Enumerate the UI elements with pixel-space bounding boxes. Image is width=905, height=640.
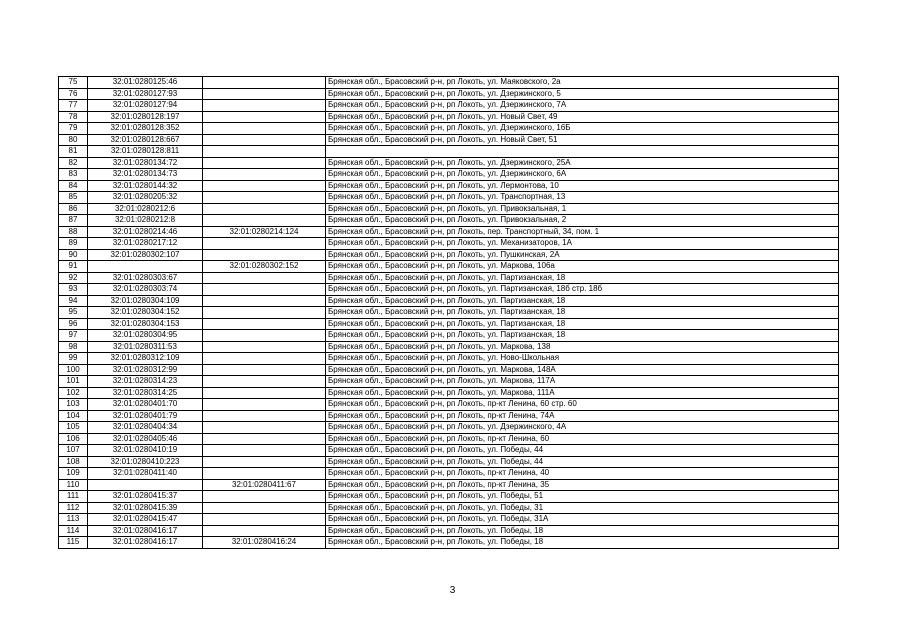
table-row bbox=[59, 433, 839, 445]
address-cell: Брянская обл., Брасовский р-н, рп Локоть, ул. Дзержинского, 16Б bbox=[326, 123, 839, 135]
row-number-cell: 112 bbox=[59, 502, 88, 514]
related-cadastral-number-cell bbox=[203, 100, 326, 112]
related-cadastral-number-cell bbox=[203, 146, 326, 158]
related-cadastral-number-cell bbox=[203, 445, 326, 457]
row-number-cell: 106 bbox=[59, 433, 88, 445]
table-row bbox=[59, 525, 839, 537]
cadastral-number-cell: 32:01:0280127:94 bbox=[88, 100, 203, 112]
table-row bbox=[59, 123, 839, 135]
related-cadastral-number-cell bbox=[203, 514, 326, 526]
address-cell: Брянская обл., Брасовский р-н, рп Локоть, пр-кт Ленина, 74А bbox=[326, 410, 839, 422]
related-cadastral-number-cell: 32:01:0280411:67 bbox=[203, 479, 326, 491]
table-row bbox=[59, 77, 839, 89]
address-cell: Брянская обл., Брасовский р-н, рп Локоть, ул. Дзержинского, 7А bbox=[326, 100, 839, 112]
cadastral-number-cell: 32:01:0280217:12 bbox=[88, 238, 203, 250]
cadastral-number-cell: 32:01:0280205:32 bbox=[88, 192, 203, 204]
cadastral-number-cell: 32:01:0280314:23 bbox=[88, 376, 203, 388]
related-cadastral-number-cell bbox=[203, 318, 326, 330]
cadastral-number-cell: 32:01:0280304:153 bbox=[88, 318, 203, 330]
related-cadastral-number-cell bbox=[203, 203, 326, 215]
cadastral-number-cell: 32:01:0280128:667 bbox=[88, 134, 203, 146]
related-cadastral-number-cell bbox=[203, 284, 326, 296]
cadastral-number-cell: 32:01:0280314:25 bbox=[88, 387, 203, 399]
cadastral-number-cell: 32:01:0280302:107 bbox=[88, 249, 203, 261]
table-row bbox=[59, 203, 839, 215]
table-row bbox=[59, 146, 839, 158]
cadastral-number-cell: 32:01:0280401:70 bbox=[88, 399, 203, 411]
table-row bbox=[59, 468, 839, 480]
page-number: 3 bbox=[449, 585, 456, 596]
table-row bbox=[59, 157, 839, 169]
cadastral-number-cell: 32:01:0280311:53 bbox=[88, 341, 203, 353]
table-row bbox=[59, 364, 839, 376]
address-cell: Брянская обл., Брасовский р-н, рп Локоть, ул. Пушкинская, 2А bbox=[326, 249, 839, 261]
related-cadastral-number-cell bbox=[203, 353, 326, 365]
address-cell: Брянская обл., Брасовский р-н, рп Локоть, ул. Партизанская, 18 bbox=[326, 307, 839, 319]
table-row bbox=[59, 88, 839, 100]
cadastral-number-cell: 32:01:0280415:39 bbox=[88, 502, 203, 514]
related-cadastral-number-cell bbox=[203, 364, 326, 376]
cadastral-number-cell: 32:01:0280312:109 bbox=[88, 353, 203, 365]
address-cell: Брянская обл., Брасовский р-н, рп Локоть, ул. Механизаторов, 1А bbox=[326, 238, 839, 250]
related-cadastral-number-cell bbox=[203, 341, 326, 353]
table-row bbox=[59, 111, 839, 123]
cadastral-number-cell: 32:01:0280128:811 bbox=[88, 146, 203, 158]
cadastral-number-cell: 32:01:0280401:79 bbox=[88, 410, 203, 422]
row-number-cell: 78 bbox=[59, 111, 88, 123]
row-number-cell: 115 bbox=[59, 537, 88, 549]
table-row bbox=[59, 272, 839, 284]
row-number-cell: 94 bbox=[59, 295, 88, 307]
table-row bbox=[59, 502, 839, 514]
address-cell: Брянская обл., Брасовский р-н, рп Локоть, ул. Дзержинского, 6А bbox=[326, 169, 839, 181]
table-row bbox=[59, 479, 839, 491]
table-row bbox=[59, 387, 839, 399]
address-cell: Брянская обл., Брасовский р-н, рп Локоть, ул. Дзержинского, 4А bbox=[326, 422, 839, 434]
cadastral-number-cell: 32:01:0280410:223 bbox=[88, 456, 203, 468]
row-number-cell: 95 bbox=[59, 307, 88, 319]
row-number-cell: 101 bbox=[59, 376, 88, 388]
row-number-cell: 86 bbox=[59, 203, 88, 215]
table-row bbox=[59, 226, 839, 238]
cadastral-number-cell: 32:01:0280405:46 bbox=[88, 433, 203, 445]
related-cadastral-number-cell bbox=[203, 491, 326, 503]
table-row bbox=[59, 376, 839, 388]
cadastral-number-cell: 32:01:0280415:47 bbox=[88, 514, 203, 526]
row-number-cell: 92 bbox=[59, 272, 88, 284]
row-number-cell: 104 bbox=[59, 410, 88, 422]
row-number-cell: 111 bbox=[59, 491, 88, 503]
row-number-cell: 77 bbox=[59, 100, 88, 112]
cadastral-number-cell: 32:01:0280127:93 bbox=[88, 88, 203, 100]
table-row bbox=[59, 330, 839, 342]
row-number-cell: 105 bbox=[59, 422, 88, 434]
cadastral-number-cell: 32:01:0280312:99 bbox=[88, 364, 203, 376]
address-cell: Брянская обл., Брасовский р-н, рп Локоть, ул. Дзержинского, 5 bbox=[326, 88, 839, 100]
related-cadastral-number-cell bbox=[203, 77, 326, 89]
cadastral-number-cell: 32:01:0280134:73 bbox=[88, 169, 203, 181]
row-number-cell: 113 bbox=[59, 514, 88, 526]
address-cell: Брянская обл., Брасовский р-н, рп Локоть, ул. Победы, 18 bbox=[326, 525, 839, 537]
row-number-cell: 93 bbox=[59, 284, 88, 296]
table-row bbox=[59, 399, 839, 411]
property-table bbox=[58, 76, 839, 549]
row-number-cell: 76 bbox=[59, 88, 88, 100]
cadastral-number-cell bbox=[88, 261, 203, 273]
row-number-cell: 102 bbox=[59, 387, 88, 399]
property-table-body bbox=[59, 77, 839, 549]
related-cadastral-number-cell bbox=[203, 433, 326, 445]
address-cell: Брянская обл., Брасовский р-н, рп Локоть, ул. Привокзальная, 2 bbox=[326, 215, 839, 227]
cadastral-number-cell: 32:01:0280304:152 bbox=[88, 307, 203, 319]
table-row bbox=[59, 422, 839, 434]
table-row bbox=[59, 249, 839, 261]
cadastral-number-cell: 32:01:0280128:197 bbox=[88, 111, 203, 123]
address-cell: Брянская обл., Брасовский р-н, рп Локоть, пр-кт Ленина, 60 bbox=[326, 433, 839, 445]
cadastral-number-cell: 32:01:0280411:40 bbox=[88, 468, 203, 480]
address-cell: Брянская обл., Брасовский р-н, рп Локоть, ул. Победы, 18 bbox=[326, 537, 839, 549]
table-row bbox=[59, 169, 839, 181]
cadastral-number-cell: 32:01:0280212:6 bbox=[88, 203, 203, 215]
cadastral-number-cell: 32:01:0280416:17 bbox=[88, 537, 203, 549]
address-cell: Брянская обл., Брасовский р-н, рп Локоть, ул. Победы, 31А bbox=[326, 514, 839, 526]
related-cadastral-number-cell bbox=[203, 525, 326, 537]
cadastral-number-cell: 32:01:0280212:8 bbox=[88, 215, 203, 227]
related-cadastral-number-cell bbox=[203, 410, 326, 422]
row-number-cell: 110 bbox=[59, 479, 88, 491]
address-cell: Брянская обл., Брасовский р-н, рп Локоть, ул. Транспортная, 13 bbox=[326, 192, 839, 204]
related-cadastral-number-cell bbox=[203, 169, 326, 181]
address-cell: Брянская обл., Брасовский р-н, рп Локоть, ул. Победы, 44 bbox=[326, 456, 839, 468]
address-cell: Брянская обл., Брасовский р-н, рп Локоть, ул. Маркова, 117А bbox=[326, 376, 839, 388]
related-cadastral-number-cell bbox=[203, 249, 326, 261]
row-number-cell: 107 bbox=[59, 445, 88, 457]
row-number-cell: 89 bbox=[59, 238, 88, 250]
row-number-cell: 75 bbox=[59, 77, 88, 89]
address-cell: Брянская обл., Брасовский р-н, рп Локоть, ул. Победы, 44 bbox=[326, 445, 839, 457]
row-number-cell: 79 bbox=[59, 123, 88, 135]
row-number-cell: 85 bbox=[59, 192, 88, 204]
address-cell: Брянская обл., Брасовский р-н, рп Локоть, ул. Маркова, 111А bbox=[326, 387, 839, 399]
cadastral-number-cell: 32:01:0280144:32 bbox=[88, 180, 203, 192]
address-cell: Брянская обл., Брасовский р-н, рп Локоть, ул. Победы, 51 bbox=[326, 491, 839, 503]
related-cadastral-number-cell bbox=[203, 215, 326, 227]
address-cell: Брянская обл., Брасовский р-н, рп Локоть, ул. Новый Свет, 51 bbox=[326, 134, 839, 146]
cadastral-number-cell: 32:01:0280415:37 bbox=[88, 491, 203, 503]
address-cell: Брянская обл., Брасовский р-н, рп Локоть, ул. Маяковского, 2а bbox=[326, 77, 839, 89]
table-row bbox=[59, 491, 839, 503]
table-row bbox=[59, 341, 839, 353]
table-row bbox=[59, 192, 839, 204]
related-cadastral-number-cell bbox=[203, 307, 326, 319]
cadastral-number-cell: 32:01:0280416:17 bbox=[88, 525, 203, 537]
address-cell: Брянская обл., Брасовский р-н, рп Локоть, ул. Партизанская, 18б стр. 18б bbox=[326, 284, 839, 296]
row-number-cell: 98 bbox=[59, 341, 88, 353]
address-cell: Брянская обл., Брасовский р-н, рп Локоть, ул. Ново-Школьная bbox=[326, 353, 839, 365]
cadastral-number-cell: 32:01:0280125:46 bbox=[88, 77, 203, 89]
related-cadastral-number-cell bbox=[203, 468, 326, 480]
related-cadastral-number-cell bbox=[203, 192, 326, 204]
cadastral-number-cell: 32:01:0280128:352 bbox=[88, 123, 203, 135]
table-row bbox=[59, 445, 839, 457]
address-cell: Брянская обл., Брасовский р-н, рп Локоть, ул. Маркова, 138 bbox=[326, 341, 839, 353]
row-number-cell: 84 bbox=[59, 180, 88, 192]
address-cell: Брянская обл., Брасовский р-н, рп Локоть, ул. Привокзальная, 1 bbox=[326, 203, 839, 215]
row-number-cell: 114 bbox=[59, 525, 88, 537]
cadastral-number-cell: 32:01:0280304:95 bbox=[88, 330, 203, 342]
address-cell: Брянская обл., Брасовский р-н, рп Локоть, ул. Партизанская, 18 bbox=[326, 272, 839, 284]
row-number-cell: 96 bbox=[59, 318, 88, 330]
related-cadastral-number-cell bbox=[203, 272, 326, 284]
row-number-cell: 103 bbox=[59, 399, 88, 411]
cadastral-number-cell: 32:01:0280134:72 bbox=[88, 157, 203, 169]
address-cell bbox=[326, 146, 839, 158]
table-row bbox=[59, 456, 839, 468]
cadastral-number-cell: 32:01:0280410:19 bbox=[88, 445, 203, 457]
cadastral-number-cell: 32:01:0280304:109 bbox=[88, 295, 203, 307]
row-number-cell: 100 bbox=[59, 364, 88, 376]
row-number-cell: 91 bbox=[59, 261, 88, 273]
address-cell: Брянская обл., Брасовский р-н, рп Локоть, пер. Транспортный, 34, пом. 1 bbox=[326, 226, 839, 238]
table-row bbox=[59, 134, 839, 146]
row-number-cell: 99 bbox=[59, 353, 88, 365]
row-number-cell: 97 bbox=[59, 330, 88, 342]
related-cadastral-number-cell bbox=[203, 180, 326, 192]
table-row bbox=[59, 295, 839, 307]
address-cell: Брянская обл., Брасовский р-н, рп Локоть, ул. Дзержинского, 25А bbox=[326, 157, 839, 169]
related-cadastral-number-cell: 32:01:0280302:152 bbox=[203, 261, 326, 273]
address-cell: Брянская обл., Брасовский р-н, рп Локоть, ул. Маркова, 148А bbox=[326, 364, 839, 376]
related-cadastral-number-cell bbox=[203, 123, 326, 135]
related-cadastral-number-cell bbox=[203, 111, 326, 123]
address-cell: Брянская обл., Брасовский р-н, рп Локоть, ул. Новый Свет, 49 bbox=[326, 111, 839, 123]
related-cadastral-number-cell bbox=[203, 330, 326, 342]
table-row bbox=[59, 238, 839, 250]
table-row bbox=[59, 180, 839, 192]
related-cadastral-number-cell: 32:01:0280214:124 bbox=[203, 226, 326, 238]
row-number-cell: 90 bbox=[59, 249, 88, 261]
cadastral-number-cell bbox=[88, 479, 203, 491]
table-row bbox=[59, 318, 839, 330]
related-cadastral-number-cell bbox=[203, 502, 326, 514]
table-row bbox=[59, 537, 839, 549]
table-row bbox=[59, 215, 839, 227]
address-cell: Брянская обл., Брасовский р-н, рп Локоть, ул. Партизанская, 18 bbox=[326, 330, 839, 342]
row-number-cell: 88 bbox=[59, 226, 88, 238]
cadastral-number-cell: 32:01:0280214:46 bbox=[88, 226, 203, 238]
row-number-cell: 108 bbox=[59, 456, 88, 468]
row-number-cell: 82 bbox=[59, 157, 88, 169]
table-row bbox=[59, 307, 839, 319]
related-cadastral-number-cell bbox=[203, 387, 326, 399]
related-cadastral-number-cell bbox=[203, 295, 326, 307]
table-row bbox=[59, 410, 839, 422]
address-cell: Брянская обл., Брасовский р-н, рп Локоть, пр-кт Ленина, 35 bbox=[326, 479, 839, 491]
address-cell: Брянская обл., Брасовский р-н, рп Локоть, ул. Партизанская, 18 bbox=[326, 318, 839, 330]
related-cadastral-number-cell bbox=[203, 238, 326, 250]
related-cadastral-number-cell: 32:01:0280416:24 bbox=[203, 537, 326, 549]
table-row bbox=[59, 514, 839, 526]
row-number-cell: 109 bbox=[59, 468, 88, 480]
address-cell: Брянская обл., Брасовский р-н, рп Локоть, ул. Победы, 31 bbox=[326, 502, 839, 514]
row-number-cell: 81 bbox=[59, 146, 88, 158]
related-cadastral-number-cell bbox=[203, 422, 326, 434]
row-number-cell: 87 bbox=[59, 215, 88, 227]
related-cadastral-number-cell bbox=[203, 88, 326, 100]
related-cadastral-number-cell bbox=[203, 376, 326, 388]
cadastral-number-cell: 32:01:0280303:74 bbox=[88, 284, 203, 296]
table-row bbox=[59, 100, 839, 112]
cadastral-number-cell: 32:01:0280404:34 bbox=[88, 422, 203, 434]
cadastral-number-cell: 32:01:0280303:67 bbox=[88, 272, 203, 284]
row-number-cell: 83 bbox=[59, 169, 88, 181]
address-cell: Брянская обл., Брасовский р-н, рп Локоть, ул. Маркова, 106а bbox=[326, 261, 839, 273]
related-cadastral-number-cell bbox=[203, 157, 326, 169]
related-cadastral-number-cell bbox=[203, 134, 326, 146]
address-cell: Брянская обл., Брасовский р-н, рп Локоть, ул. Лермонтова, 10 bbox=[326, 180, 839, 192]
address-cell: Брянская обл., Брасовский р-н, рп Локоть, пр-кт Ленина, 40 bbox=[326, 468, 839, 480]
address-cell: Брянская обл., Брасовский р-н, рп Локоть, ул. Партизанская, 18 bbox=[326, 295, 839, 307]
table-row bbox=[59, 353, 839, 365]
table-row bbox=[59, 284, 839, 296]
related-cadastral-number-cell bbox=[203, 399, 326, 411]
table-row bbox=[59, 261, 839, 273]
related-cadastral-number-cell bbox=[203, 456, 326, 468]
row-number-cell: 80 bbox=[59, 134, 88, 146]
address-cell: Брянская обл., Брасовский р-н, рп Локоть, пр-кт Ленина, 60 стр. 60 bbox=[326, 399, 839, 411]
